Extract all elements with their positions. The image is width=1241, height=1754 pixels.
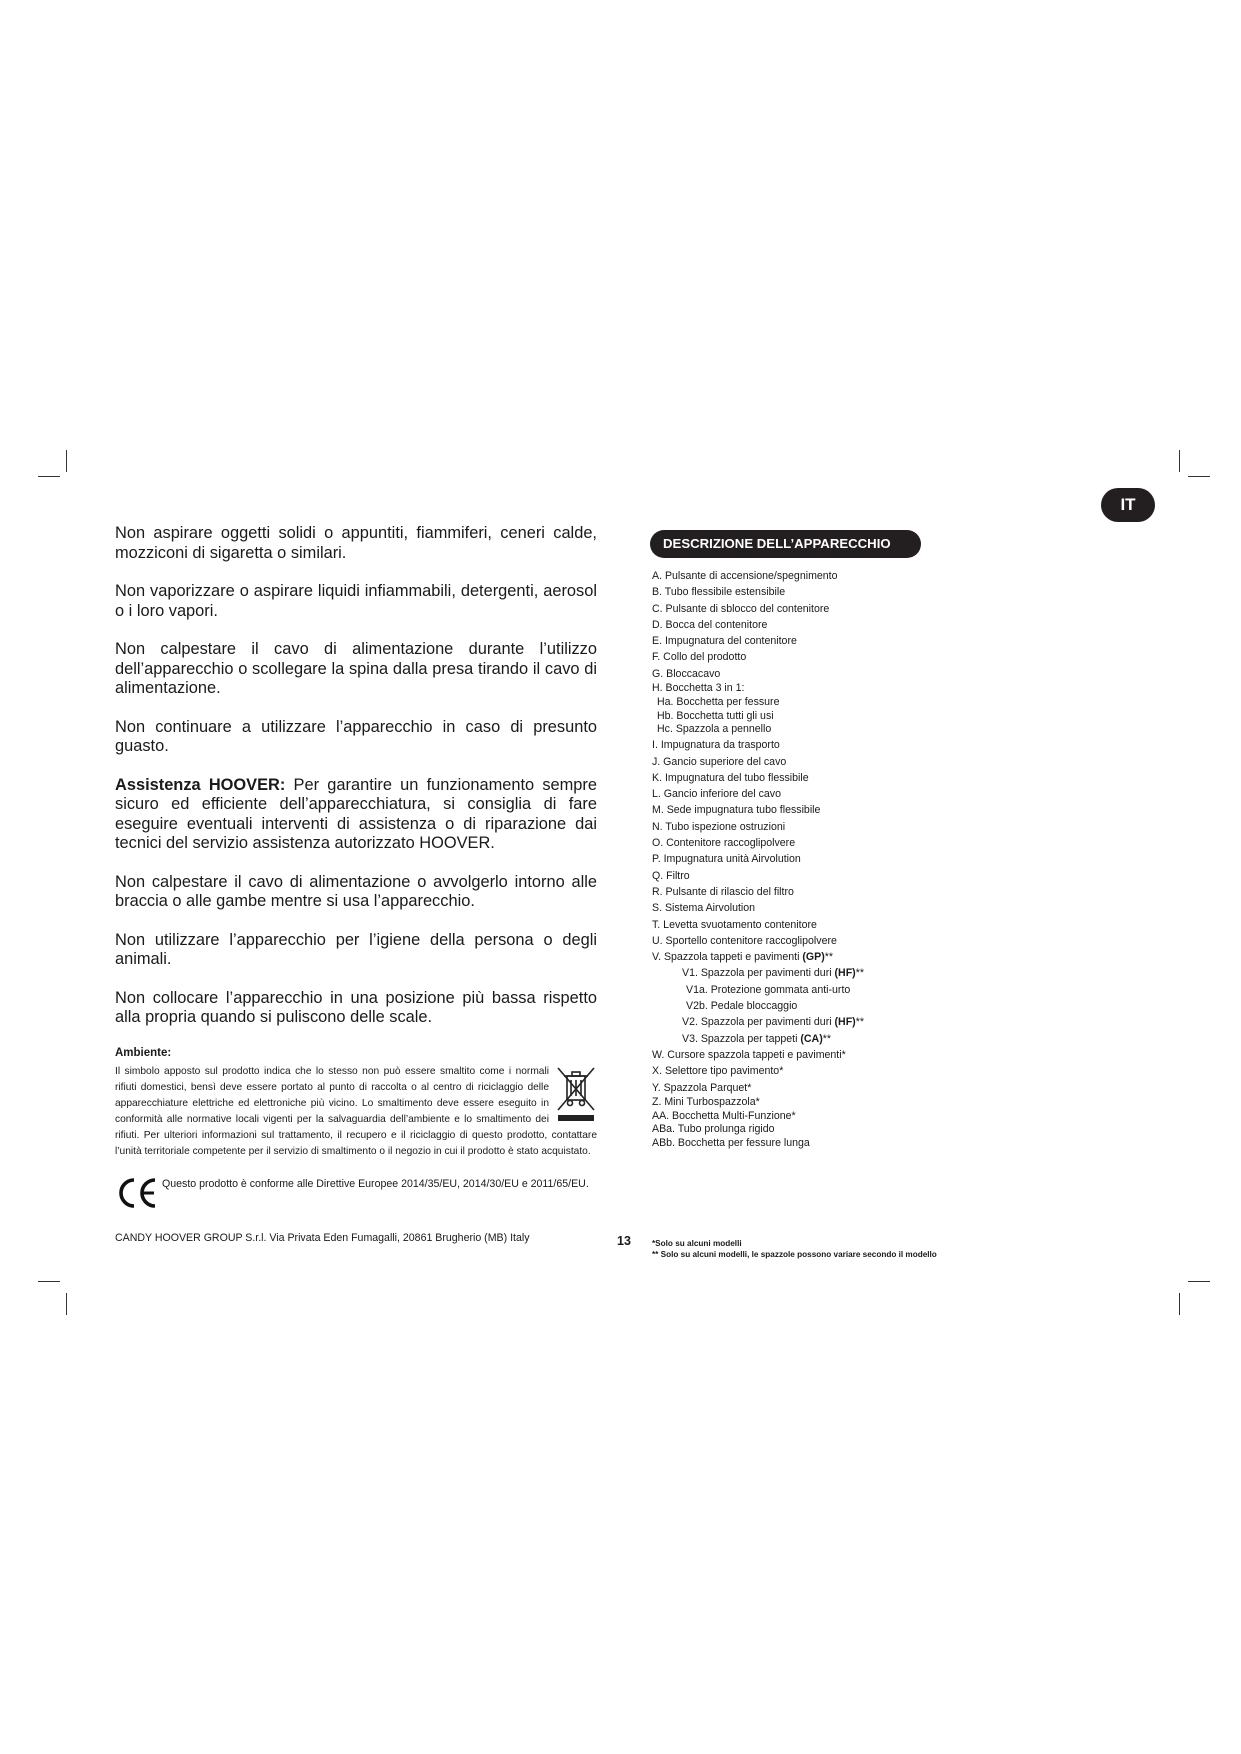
parts-list-item: J. Gancio superiore del cavo (652, 755, 787, 768)
ce-mark-icon (115, 1176, 159, 1210)
assistenza-paragraph (115, 776, 597, 854)
parts-list-item: L. Gancio inferiore del cavo (652, 788, 781, 801)
parts-list-item: B. Tubo flessibile estensibile (652, 586, 786, 599)
parts-list-item: G. Bloccacavo (652, 667, 721, 680)
parts-list-item: Hc. Spazzola a pennello (657, 723, 772, 736)
parts-list-item: Y. Spazzola Parquet* (652, 1081, 752, 1094)
parts-list-item: D. Bocca del contenitore (652, 618, 768, 631)
crop-mark (66, 1293, 67, 1315)
crop-mark (1179, 1293, 1180, 1315)
parts-list-item: U. Sportello contenitore raccoglipolvere (652, 934, 837, 947)
parts-list-item: C. Pulsante di sblocco del contenitore (652, 602, 830, 615)
weee-bin-icon (555, 1066, 597, 1122)
parts-list-item: W. Cursore spazzola tappeti e pavimenti* (652, 1048, 846, 1061)
crop-mark (1188, 476, 1210, 477)
ambiente-text: Il simbolo apposto sul prodotto indica che lo stesso non può essere smaltito come i normali rifiuti domestici, bensì deve essere portato al punto di raccolta o al centro di riciclaggio delle apparecchiature elettriche ed elettroniche più vicino. Lo smaltimento deve essere eseguito in conformità alle normative locali vigenti per la salvaguardia dell’ambiente e lo smaltimento dei rifiuti. Per ulteriori informazioni sul trattamento, il recupero e il riciclaggio di questo prodotto, contattare l’unità territoriale competente per il servizio di smaltimento o il negozio in cui il prodotto è stato acquistato. (115, 1065, 597, 1157)
ce-section (115, 1176, 597, 1210)
parts-list-item: V. Spazzola tappeti e pavimenti (GP)** (652, 951, 833, 964)
parts-list-item: F. Collo del prodotto (652, 651, 747, 664)
parts-list-item: H. Bocchetta 3 in 1: (652, 682, 745, 695)
parts-list-item: P. Impugnatura unità Airvolution (652, 853, 801, 866)
parts-list-item: ABa. Tubo prolunga rigido (652, 1123, 775, 1136)
safety-column (115, 524, 597, 1244)
footnotes (652, 1238, 937, 1260)
parts-list (652, 568, 1012, 1151)
safety-paragraph: Non collocare l’apparecchio in una posizione più bassa rispetto alla propria quando si puliscono delle scale. (115, 988, 597, 1026)
ce-text: Questo prodotto è conforme alle Direttive Europee 2014/35/EU, 2014/30/EU e 2011/65/EU. (162, 1177, 589, 1190)
weee-bar (558, 1115, 594, 1121)
parts-list-item: V3. Spazzola per tappeti (CA)** (682, 1032, 831, 1045)
parts-list-item: AA. Bocchetta Multi-Funzione* (652, 1109, 796, 1122)
parts-list-item: N. Tubo ispezione ostruzioni (652, 820, 786, 833)
safety-paragraph: Non calpestare il cavo di alimentazione durante l’utilizzo dell’apparecchio o scollegare la spina dalla presa tirando il cavo di alimentazione. (115, 640, 597, 697)
parts-list-item: Ha. Bocchetta per fessure (657, 695, 780, 708)
parts-list-item: Hb. Bocchetta tutti gli usi (657, 709, 774, 722)
crop-mark (1188, 1281, 1210, 1282)
parts-list-item: I. Impugnatura da trasporto (652, 739, 780, 752)
description-header: DESCRIZIONE DELL’APPARECCHIO (650, 530, 921, 558)
ambiente-section (115, 1064, 597, 1160)
parts-list-item: V1. Spazzola per pavimenti duri (HF)** (682, 967, 864, 980)
parts-list-item: V2. Spazzola per pavimenti duri (HF)** (682, 1016, 864, 1029)
crop-mark (1179, 450, 1180, 472)
assistenza-text: Per garantire un funzionamento sempre sicuro ed efficiente dell’apparecchiatura, si consiglia di fare eseguire eventuali interventi di assistenza o di riparazione dai tecnici del servizio assistenza autorizzato HOOVER. (115, 775, 597, 852)
safety-paragraph: Non calpestare il cavo di alimentazione o avvolgerlo intorno alle braccia o alle gambe mentre si usa l’apparecchio. (115, 872, 597, 910)
footnote: ** Solo su alcuni modelli, le spazzole possono variare secondo il modello (652, 1250, 937, 1259)
parts-list-item: V2b. Pedale bloccaggio (686, 1000, 798, 1013)
parts-list-item: E. Impugnatura del contenitore (652, 635, 797, 648)
crop-mark (66, 450, 67, 472)
parts-list-item: ABb. Bocchetta per fessure lunga (652, 1137, 810, 1150)
page-number: 13 (617, 1234, 631, 1248)
parts-list-item: R. Pulsante di rilascio del filtro (652, 885, 794, 898)
parts-list-item: S. Sistema Airvolution (652, 902, 756, 915)
parts-list-item: X. Selettore tipo pavimento* (652, 1065, 784, 1078)
parts-list-item: M. Sede impugnatura tubo flessibile (652, 804, 821, 817)
crop-mark (38, 1281, 60, 1282)
footnote: *Solo su alcuni modelli (652, 1239, 742, 1248)
parts-list-item: Z. Mini Turbospazzola* (652, 1095, 760, 1108)
parts-list-item: A. Pulsante di accensione/spegnimento (652, 570, 838, 582)
parts-list-item: T. Levetta svuotamento contenitore (652, 918, 817, 931)
safety-paragraph: Non aspirare oggetti solidi o appuntiti, fiammiferi, ceneri calde, mozziconi di sigaretta o similari. (115, 524, 597, 562)
safety-paragraph: Non utilizzare l’apparecchio per l’igiene della persona o degli animali. (115, 930, 597, 968)
safety-paragraph: Non vaporizzare o aspirare liquidi infiammabili, detergenti, aerosol o i loro vapori. (115, 582, 597, 620)
parts-list-item: Q. Filtro (652, 869, 690, 882)
company-address: CANDY HOOVER GROUP S.r.l. Via Privata Eden Fumagalli, 20861 Brugherio (MB) Italy (115, 1231, 530, 1244)
crop-mark (38, 476, 60, 477)
ambiente-title: Ambiente: (115, 1046, 172, 1059)
parts-list-item: V1a. Protezione gommata anti-urto (686, 983, 851, 996)
assistenza-label: Assistenza HOOVER: (115, 775, 286, 794)
parts-list-item: K. Impugnatura del tubo flessibile (652, 771, 809, 784)
safety-paragraph: Non continuare a utilizzare l’apparecchio in caso di presunto guasto. (115, 717, 597, 755)
parts-list-item: O. Contenitore raccoglipolvere (652, 837, 796, 850)
language-badge: IT (1101, 488, 1155, 522)
